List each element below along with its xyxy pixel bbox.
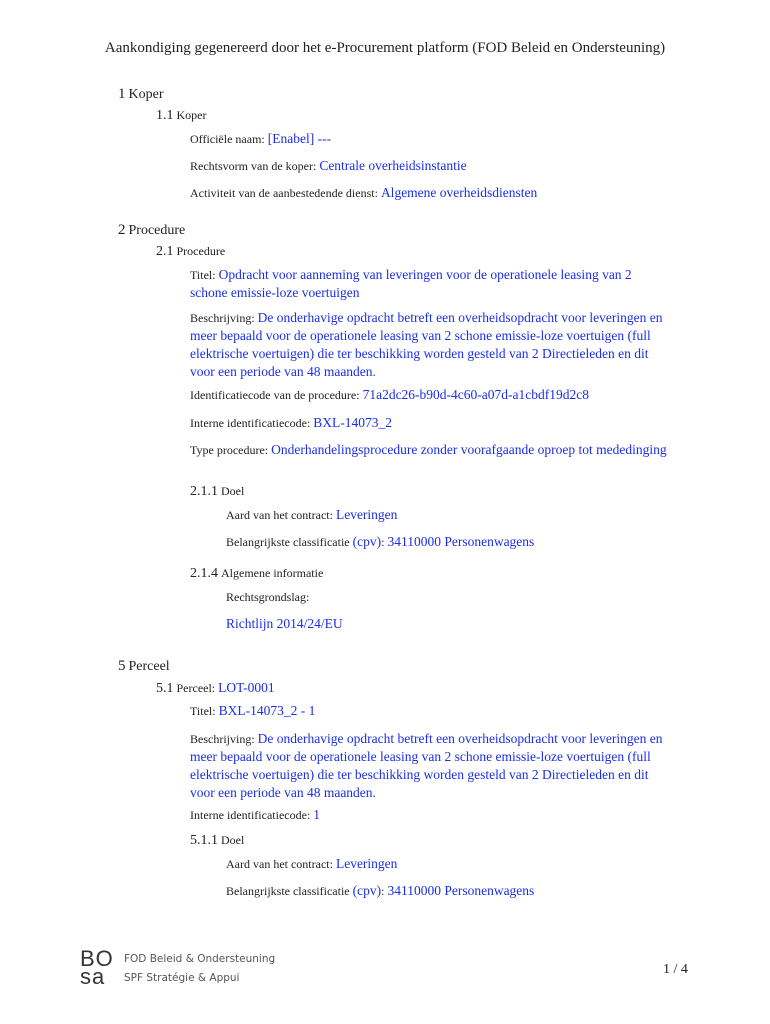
field-lot-contract-nature	[226, 855, 397, 873]
field-value: Leveringen	[335, 507, 398, 522]
field-label: Titel:	[190, 268, 216, 282]
cpv-tag: (cpv)	[352, 534, 382, 549]
field-label: Belangrijkste classificatie	[226, 884, 350, 898]
page-number: 1 / 4	[663, 962, 688, 977]
section-2-1-heading	[156, 244, 225, 260]
field-value: 34110000 Personenwagens	[387, 534, 535, 549]
section-title: Perceel:	[176, 681, 216, 695]
section-title: Perceel	[128, 659, 170, 674]
field-title	[190, 266, 670, 302]
section-number: 5	[118, 658, 126, 674]
field-label: Officiële naam:	[190, 132, 265, 146]
field-legal-basis-label: Rechtsgrondslag:	[226, 590, 310, 604]
section-number: 1.1	[156, 108, 174, 123]
field-value: Opdracht voor aanneming van leveringen voor de operationele leasing van 2 schone emissie-loze voertuigen	[190, 267, 632, 300]
field-value: 71a2dc26-b90d-4c60-a07d-a1cbdf19d2c8	[362, 387, 589, 402]
field-label: Aard van het contract:	[226, 508, 333, 522]
field-contract-nature	[226, 506, 397, 524]
field-internal-id	[190, 414, 392, 432]
section-2-heading	[118, 222, 185, 239]
field-value: De onderhavige opdracht betreft een overheidsopdracht voor leveringen en meer bepaald voor de operationele leasing van 2 schone emissie-loze voertuigen (full elektrische voertuigen) die ter beschikking worden gesteld van 2 Directieleden en dit voor een periode van 48 maanden.	[190, 731, 663, 800]
section-number: 2.1.1	[190, 484, 218, 499]
section-5-heading	[118, 658, 170, 675]
section-title: Koper	[176, 108, 207, 122]
section-number: 5.1	[156, 681, 174, 696]
field-value: [Enabel] ---	[267, 131, 332, 146]
field-label: Type procedure:	[190, 443, 269, 457]
logo-mark-bottom: sa	[80, 964, 106, 989]
section-1-heading	[118, 86, 164, 103]
field-label: Interne identificatiecode:	[190, 416, 311, 430]
field-colon: :	[381, 535, 385, 549]
logo-mark-top: BO	[80, 946, 114, 971]
section-number: 5.1.1	[190, 833, 218, 848]
section-title: Procedure	[128, 223, 186, 238]
section-title: Doel	[221, 833, 245, 847]
field-value: BXL-14073_2	[313, 415, 393, 430]
field-lot-internal-id	[190, 806, 320, 824]
field-label: Rechtsvorm van de koper:	[190, 159, 317, 173]
section-title: Koper	[128, 87, 164, 102]
section-title: Procedure	[176, 244, 226, 258]
field-lot-classification	[226, 882, 534, 900]
field-lot-title	[190, 702, 315, 720]
field-label: Titel:	[190, 704, 216, 718]
field-value: BXL-14073_2 - 1	[218, 703, 316, 718]
field-label: Beschrijving:	[190, 732, 255, 746]
section-number: 2.1.4	[190, 566, 218, 581]
section-number: 1	[118, 86, 126, 102]
field-colon: :	[381, 884, 385, 898]
section-title: Doel	[221, 484, 245, 498]
field-value: Onderhandelingsprocedure zonder voorafgaande oproep tot mededinging	[271, 442, 667, 457]
section-number: 2	[118, 222, 126, 238]
field-label: Interne identificatiecode:	[190, 808, 311, 822]
field-lot-description	[190, 730, 670, 802]
field-legal-form	[190, 157, 467, 175]
section-5-1-heading	[156, 680, 275, 697]
field-activity	[190, 184, 537, 202]
field-value: 1	[313, 807, 321, 822]
field-value: Richtlijn 2014/24/EU	[226, 616, 343, 631]
section-title: Algemene informatie	[221, 566, 324, 580]
cpv-tag: (cpv)	[352, 883, 382, 898]
field-label: Activiteit van de aanbestedende dienst:	[190, 186, 378, 200]
field-procedure-type	[190, 441, 670, 459]
field-label: Identificatiecode van de procedure:	[190, 388, 360, 402]
section-2-1-4-heading	[190, 566, 323, 582]
section-1-1-heading	[156, 108, 207, 124]
field-label: Aard van het contract:	[226, 857, 333, 871]
section-2-1-1-heading	[190, 484, 244, 500]
section-5-1-1-heading	[190, 833, 244, 849]
field-procedure-id	[190, 386, 589, 404]
field-value: Leveringen	[335, 856, 398, 871]
field-value: Algemene overheidsdiensten	[380, 185, 538, 200]
section-number: 2.1	[156, 244, 174, 259]
field-value: 34110000 Personenwagens	[387, 883, 535, 898]
field-classification	[226, 533, 534, 551]
logo-text-line-2: SPF Stratégie & Appui	[124, 972, 240, 984]
field-value: De onderhavige opdracht betreft een overheidsopdracht voor leveringen en meer bepaald voor de operationele leasing van 2 schone emissie-loze voertuigen (full elektrische voertuigen) die ter beschikking worden gesteld van 2 Directieleden en dit voor een periode van 48 maanden.	[190, 310, 663, 379]
lot-id: LOT-0001	[218, 680, 275, 695]
field-label: Beschrijving:	[190, 311, 255, 325]
field-value: Centrale overheidsinstantie	[319, 158, 467, 173]
logo-text-line-1: FOD Beleid & Ondersteuning	[124, 953, 276, 965]
bosa-logo-mark	[80, 948, 118, 988]
field-label: Belangrijkste classificatie	[226, 535, 350, 549]
field-official-name	[190, 130, 331, 148]
page-header: Aankondiging gegenereerd door het e-Procurement platform (FOD Beleid en Ondersteuning)	[104, 40, 666, 56]
field-description	[190, 309, 670, 381]
field-legal-basis-value	[226, 615, 343, 633]
